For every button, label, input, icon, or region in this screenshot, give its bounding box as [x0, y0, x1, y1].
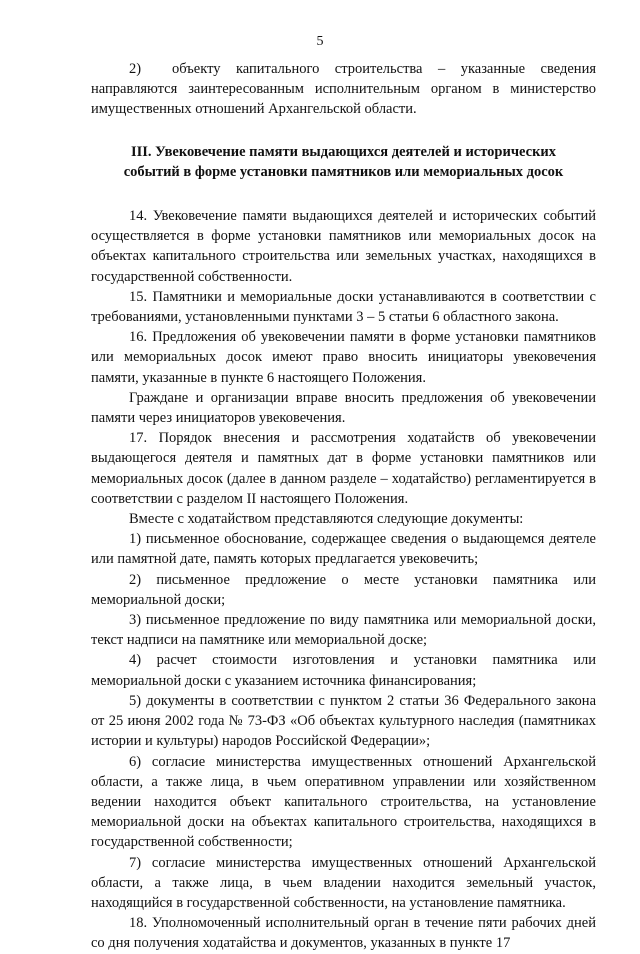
paragraph-14: 14. Увековечение памяти выдающихся деятелей и исторических событий осуществляется в форме установки памятников или мемориальных досок на объектах капитального строительства или земельных участках, находящихся в государственной собственности.: [91, 208, 596, 285]
paragraph-16: 16. Предложения об увековечении памяти в форме установки памятников или мемориальных досок имеют право вносить инициаторы увековечения памяти, указанные в пункте 6 настоящего Положения.: [91, 329, 596, 386]
list-item-3: 3) письменное предложение по виду памятника или мемориальной доски, текст надписи на памятнике или мемориальной доске;: [91, 612, 596, 649]
page-number: 5: [316, 34, 324, 49]
paragraph-documents-intro: Вместе с ходатайством представляются следующие документы:: [129, 511, 524, 528]
document-body: [91, 59, 596, 954]
list-item-2: 2) письменное предложение о месте установки памятника или мемориальной доски;: [91, 571, 596, 608]
paragraph-17: 17. Порядок внесения и рассмотрения ходатайств об увековечении выдающегося деятеля и памятных дат в форме установки памятников или мемориальных досок (далее в данном разделе – ходатайство) регламентируется в соответствии с разделом II настоящего Положения.: [91, 430, 596, 507]
section-heading: [91, 142, 596, 182]
paragraph-18: 18. Уполномоченный исполнительный орган в течение пяти рабочих дней со дня получения ходатайства и документов, указанных в пункте 17: [91, 915, 596, 952]
list-item-7: 7) согласие министерства имущественных отношений Архангельской области, а также лица, в чьем владении находится земельный участок, находящийся в государственной собственности, на установление памятника.: [91, 854, 596, 911]
list-item-6: 6) согласие министерства имущественных отношений Архангельской области, а также лица, в чьем оперативном управлении или хозяйственном ведении находится объект капитального строительства, на установление мемориальной доски на объектах капитального строительства, находящихся в государственной собственности;: [91, 753, 596, 851]
paragraph-citizens: Граждане и организации вправе вносить предложения об увековечении памяти через инициаторов увековечения.: [91, 389, 596, 427]
paragraph-15: 15. Памятники и мемориальные доски устанавливаются в соответствии с требованиями, установленными пунктами 3 – 5 статьи 6 областного закона.: [91, 288, 596, 326]
list-item-5: 5) документы в соответствии с пунктом 2 статьи 36 Федерального закона от 25 июня 2002 года № 73-ФЗ «Об объектах культурного наследия (памятниках истории и культуры) народов Российской Федерации»;: [91, 692, 596, 750]
section-heading-line-2: событий в форме установки памятников или мемориальных досок: [123, 163, 564, 180]
list-item-4: 4) расчет стоимости изготовления и установки памятника или мемориальной доски с указанием источника финансирования;: [91, 652, 596, 689]
list-item-1: 1) письменное обоснование, содержащее сведения о выдающемся деятеле или памятной дате, память которых предлагается увековечить;: [91, 531, 596, 568]
paragraph-intro: 2) объекту капитального строительства – указанные сведения направляются заинтересованным исполнительным органом в министерство имущественных отношений Архангельской области.: [91, 61, 596, 118]
section-heading-line-1: III. Увековечение памяти выдающихся деятелей и исторических: [130, 143, 557, 160]
